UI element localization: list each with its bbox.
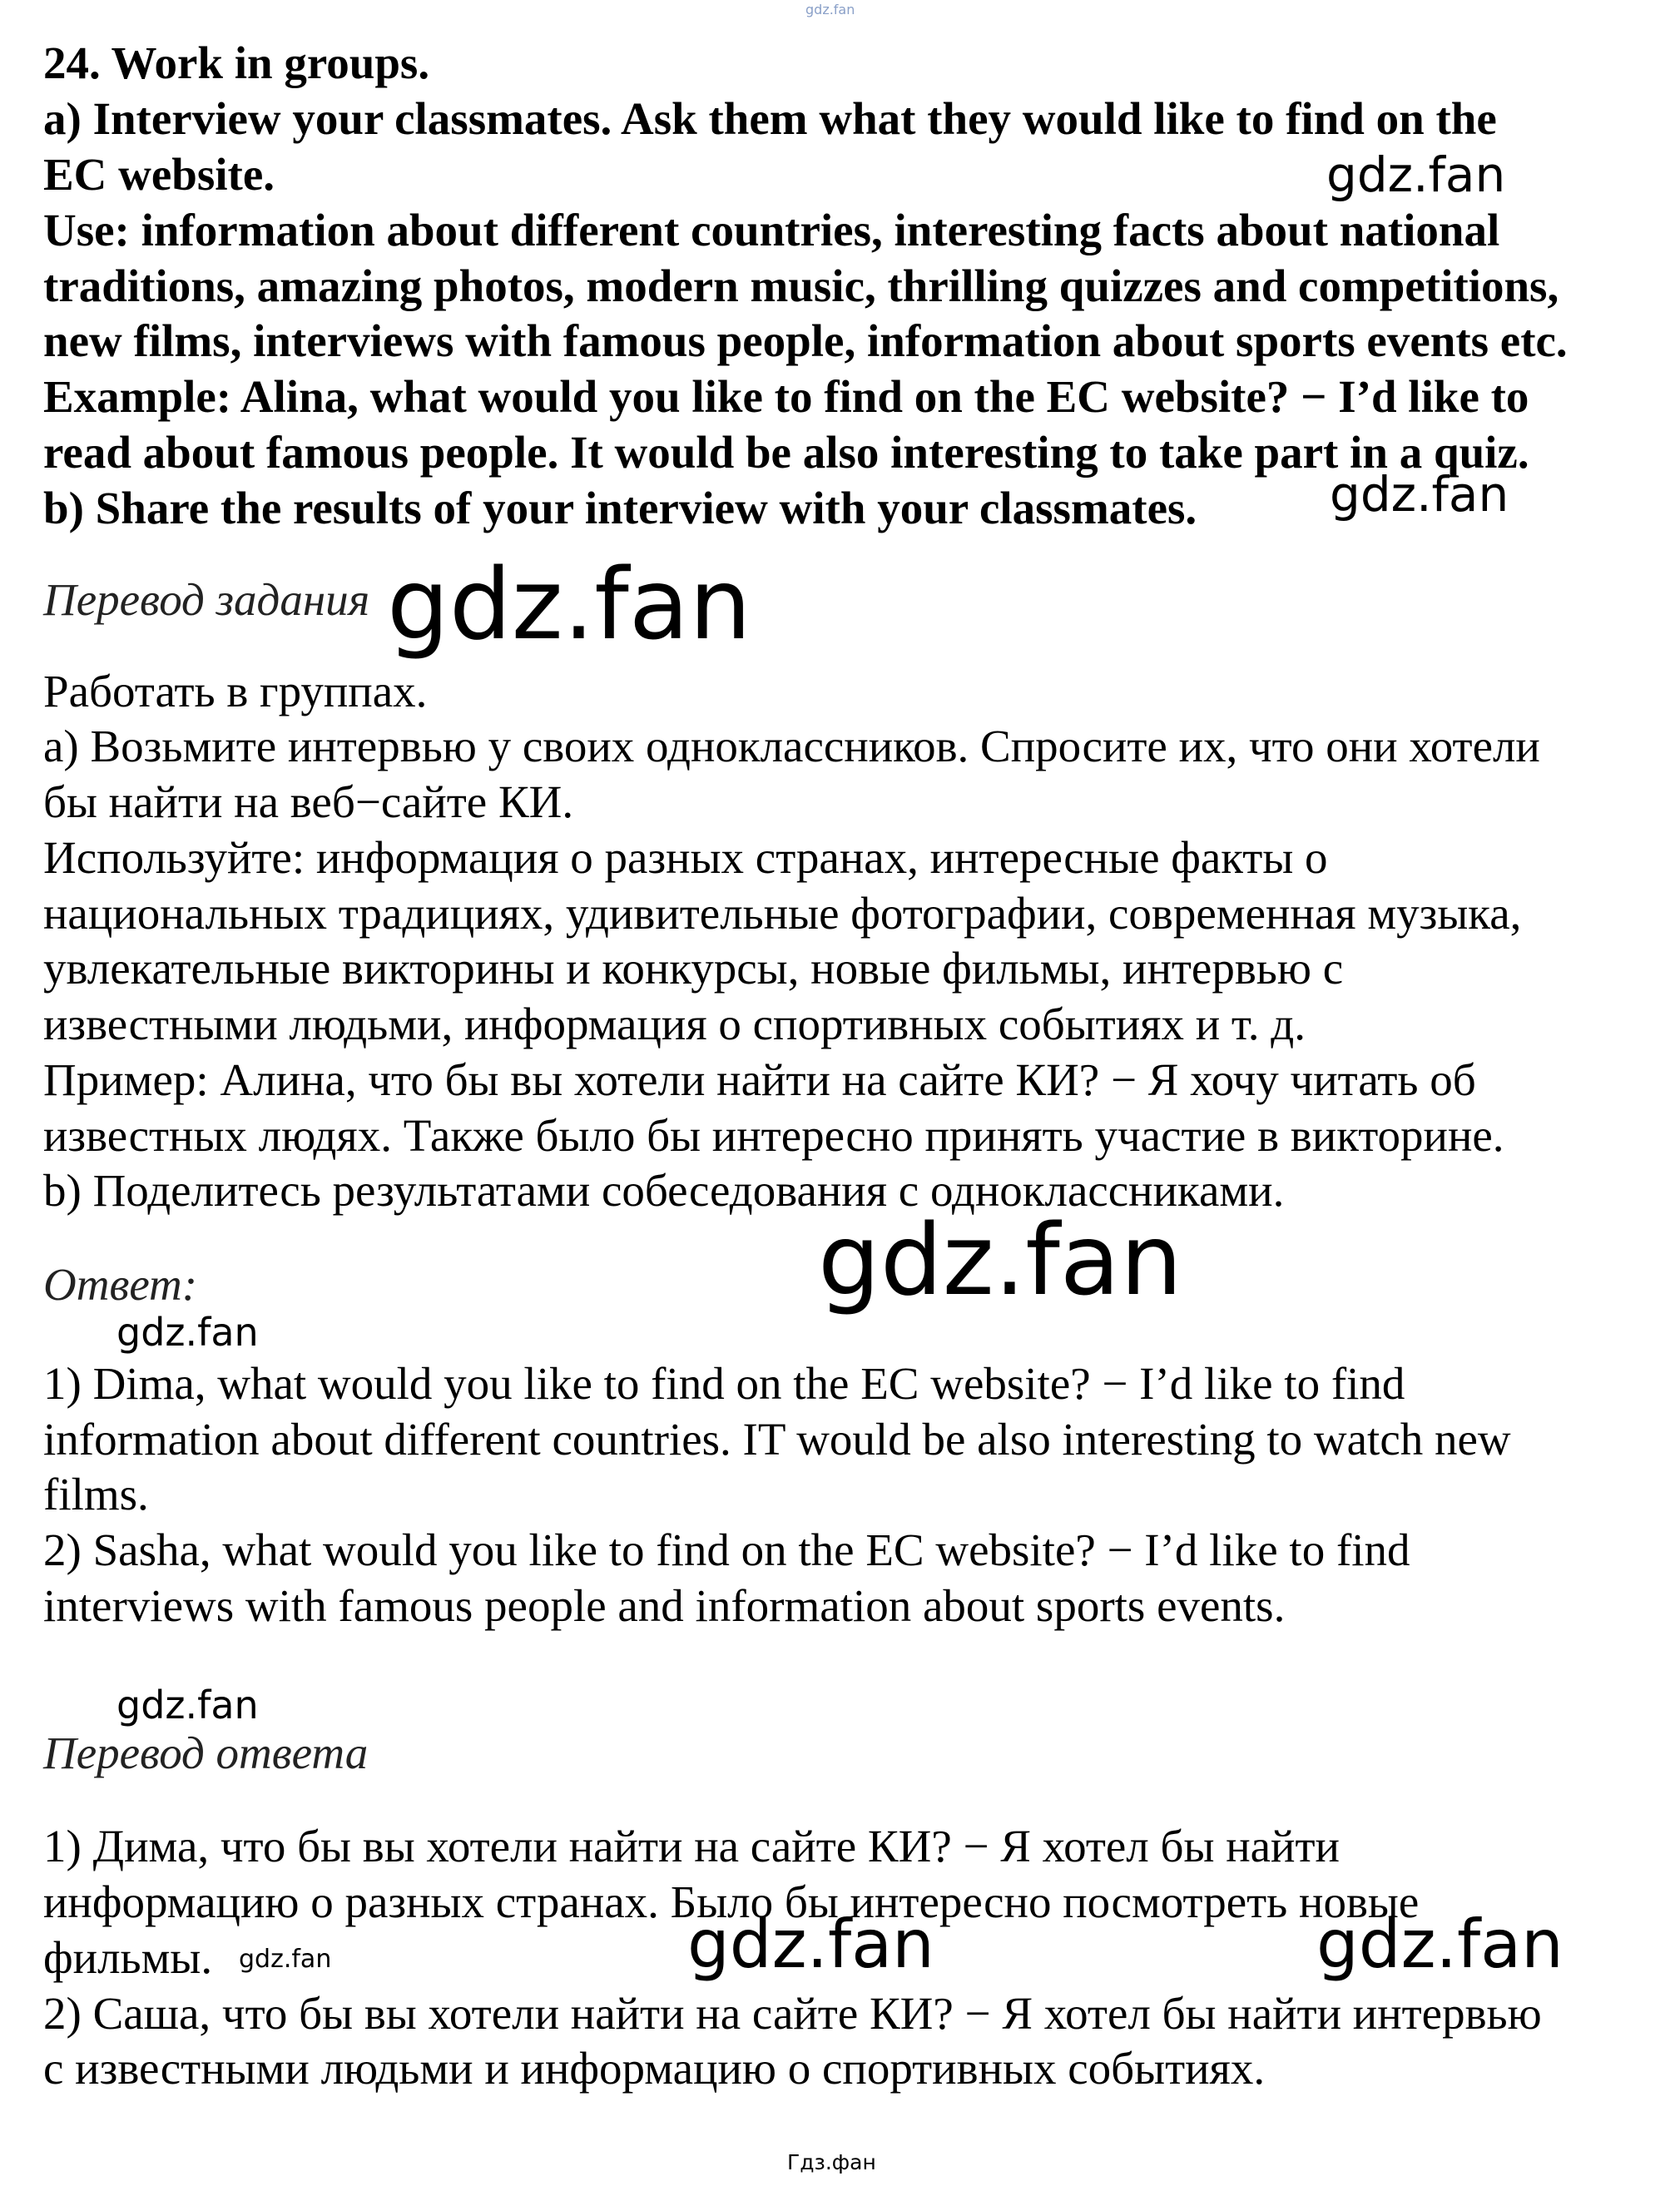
answer-line-5: interviews with famous people and information about sports events.	[43, 1580, 1286, 1631]
footer-label: Гдз.фан	[787, 2150, 876, 2174]
watermark-8: gdz.fan	[687, 1906, 934, 1983]
answer-line-4: 2) Sasha, what would you like to find on the EC website? − I’d like to find	[43, 1524, 1410, 1575]
translation-answer-line-3: фильмы.	[43, 1932, 213, 1983]
task-line-8: read about famous people. It would be also interesting to take part in a quiz.	[43, 427, 1529, 478]
translation-answer-line-1: 1) Дима, что бы вы хотели найти на сайте КИ? − Я хотел бы найти	[43, 1821, 1340, 1871]
watermark-2: gdz.fan	[1330, 466, 1509, 523]
task-line-7: Example: Alina, what would you like to find on the EC website? − I’d like to	[43, 371, 1529, 422]
task-line-3: EC website.	[43, 149, 275, 200]
translation-task-line-1: Работать в группах.	[43, 666, 428, 716]
translation-task-line-9: известных людях. Также было бы интересно принять участие в викторине.	[43, 1110, 1504, 1161]
translation-answer-line-4: 2) Саша, что бы вы хотели найти на сайте КИ? − Я хотел бы найти интервью	[43, 1988, 1542, 2039]
translation-task-line-3: бы найти на веб−сайте КИ.	[43, 776, 574, 827]
translation-task-line-7: известными людьми, информация о спортивных событиях и т. д.	[43, 999, 1306, 1049]
watermark-4: gdz.fan	[818, 1202, 1182, 1317]
translation-task-line-8: Пример: Алина, что бы вы хотели найти на сайте КИ? − Я хочу читать об	[43, 1054, 1476, 1105]
translation-task-line-5: национальных традициях, удивительные фотографии, современная музыка,	[43, 888, 1522, 939]
task-line-9: b) Share the results of your interview with your classmates.	[43, 483, 1197, 533]
task-line-5: traditions, amazing photos, modern music, thrilling quizzes and competitions,	[43, 260, 1559, 311]
translation-task-line-10: b) Поделитесь результатами собеседования с одноклассниками.	[43, 1165, 1285, 1216]
translation-answer-line-5: с известными людьми и информацию о спортивных событиях.	[43, 2043, 1266, 2094]
watermark-7: gdz.fan	[239, 1945, 332, 1974]
watermark-5: gdz.fan	[116, 1310, 259, 1355]
translation-task-line-4: Используйте: информация о разных странах, интересные факты о	[43, 832, 1328, 883]
answer-line-3: films.	[43, 1469, 149, 1519]
watermark-3: gdz.fan	[387, 547, 751, 662]
translation-task-line-2: a) Возьмите интервью у своих одноклассников. Спросите их, что они хотели	[43, 721, 1540, 771]
translation-answer-line-2: информацию о разных странах. Было бы интересно посмотреть новые	[43, 1876, 1420, 1927]
answer-heading: Ответ:	[43, 1259, 198, 1310]
translation-task-line-6: увлекательные викторины и конкурсы, новые фильмы, интервью с	[43, 943, 1344, 994]
task-line-4: Use: information about different countries, interesting facts about national	[43, 205, 1500, 255]
answer-line-1: 1) Dima, what would you like to find on the EC website? − I’d like to find	[43, 1358, 1405, 1409]
answer-line-2: information about different countries. IT would be also interesting to watch new	[43, 1414, 1511, 1465]
task-line-2: a) Interview your classmates. Ask them what they would like to find on the	[43, 93, 1497, 144]
task-line-1: 24. Work in groups.	[43, 37, 430, 88]
translation-task-heading: Перевод задания	[43, 574, 370, 625]
translation-answer-heading: Перевод ответа	[43, 1727, 369, 1778]
task-line-6: new films, interviews with famous people, information about sports events etc.	[43, 315, 1568, 366]
watermark-9: gdz.fan	[1316, 1906, 1564, 1983]
watermark-1: gdz.fan	[1326, 146, 1506, 203]
watermark-6: gdz.fan	[116, 1683, 259, 1727]
watermark-top: gdz.fan	[805, 2, 855, 17]
